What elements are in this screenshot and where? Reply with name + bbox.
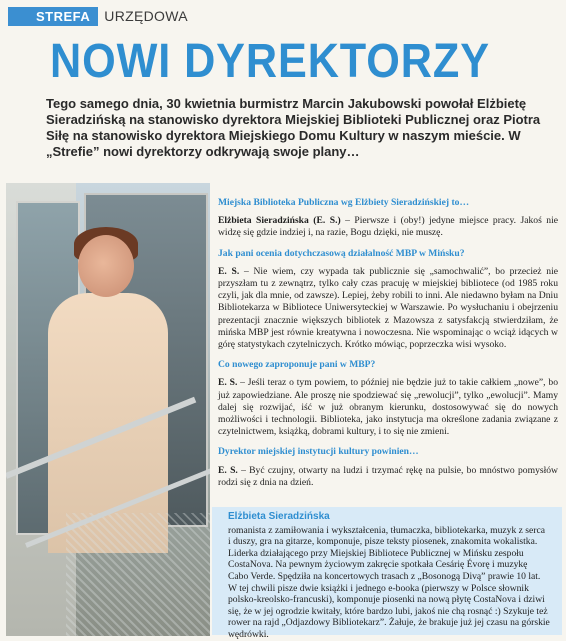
question-heading: Co nowego zaproponuje pani w MBP? <box>218 359 376 371</box>
answer-paragraph <box>218 377 558 438</box>
headline: NOWI DYREKTORZY <box>50 35 490 88</box>
answer-paragraph <box>218 215 558 239</box>
bio-text: romanista z zamiłowania i wykształcenia, tłumaczka, bibliotekarka, muzyk z serca i duszy, gra na gitarze, komponuje, pisze teksty piosenek, znakomita wokalistka. Liderka działającego przy Miejskiej Bibliotece Publicznej w Mińsku zespołu CostaNova. Na pewnym życiowym zakręcie spotkała Cesárię Évorę i muzykę Cabo Verde. Spędziła na koncertowych trasach z „Bosonogą Divą” prawie 10 lat. W tej chwili pisze dwie książki i jednego e-booka (pierwszy w Polsce słownik polsko-kreolsko-francuski), komponuje piosenki na nową płytę CostaNova i dziwi się, że w jej ogrodzie kwitały, które bardzo lubi, jakoś nie chą rosnąć :) Szykuje też rower na rajd „Odjazdowy Bibliotekarz”. Żałuje, że brakuje już jej czasu na górskie wędrówki. <box>228 524 550 640</box>
speaker-label: Elżbieta Sieradzińska (E. S.) <box>218 215 341 227</box>
bio-title: Elżbieta Sieradzińska <box>228 511 330 522</box>
question-heading: Dyrektor miejskiej instytucji kultury powinien… <box>218 446 419 458</box>
lead-paragraph: Tego samego dnia, 30 kwietnia burmistrz Marcin Jakubowski powołał Elżbietę Sieradzińską na stanowisko dyrektora Miejskiej Biblioteki Publicznej oraz Piotra Siłę na stanowisko dyrektora Miejskiego Domu Kultury w naszym mieście. W „Strefie” nowi dyrektorzy odkrywają swoje plany… <box>46 96 541 159</box>
bio-box <box>212 507 562 640</box>
speaker-label: E. S. <box>218 377 238 389</box>
section-header <box>8 6 188 26</box>
section-subtitle: URZĘDOWA <box>104 8 188 24</box>
speaker-label: E. S. <box>218 265 240 277</box>
interview-article <box>218 189 558 495</box>
question-heading: Miejska Biblioteka Publiczna wg Elżbiety Sieradzińskiej to… <box>218 197 470 208</box>
portrait-photo <box>6 183 210 636</box>
answer-paragraph <box>218 266 558 351</box>
speaker-label: E. S. <box>218 464 238 476</box>
answer-text: – Być czujny, otwarty na ludzi i trzymać rękę na pulsie, bo mnóstwo pomysłów rodzi się z dnia na dzień. <box>218 464 558 488</box>
answer-text: – Jeśli teraz o tym powiem, to później nie będzie już to takie całkiem „nowe”, bo już zapowiedziane. Ale proszę nie spodziewać się „rewolucji”, tylko „ewolucji”. Mamy dalej się rozwijać, iść w już obranym kierunku, dostosowywać się do nowych możliwości i technologii. Biblioteka, jako instytucja ma określone zadania związane z czytelnictwem, książką, dobrami kultury, i to się nie zmieni. <box>218 377 558 438</box>
section-tag: STREFA <box>8 7 98 26</box>
answer-paragraph <box>218 465 558 489</box>
answer-text: – Nie wiem, czy wypada tak publicznie się „samochwalić”, bo przecież nie przyszłam tu z zewnątrz, tylko cały czas pracuję w miejskiej bibliotece (od 1985 roku czyli, jak dla mnie, od zawsze). Lepiej, żeby robili to inni. Ale niedawno byłam na Dniu Bibliotekarza w Bibliotece Uniwersyteckiej w Warszawie. Po wysłuchaniu i obejrzeniu prezentacji znacznie większych bibliotek z Mazowsza z satysfakcją stwierdziłam, że mińska MBP jest równie kreatywna i nowoczesna. Nie wspominając o wciąż idących w górę statystykach czytelniczych. Krótko mówiąc, poprzeczka wisi wysoko. <box>218 265 559 351</box>
answer-text: – Pierwsze i (oby!) jedyne miejsce pracy. Jakoś nie widzę się gdzie indziej i, na razie, Bogu dzięki, nie muszę. <box>218 215 558 239</box>
question-heading: Jak pani ocenia dotychczasową działalność MBP w Mińsku? <box>218 247 465 259</box>
